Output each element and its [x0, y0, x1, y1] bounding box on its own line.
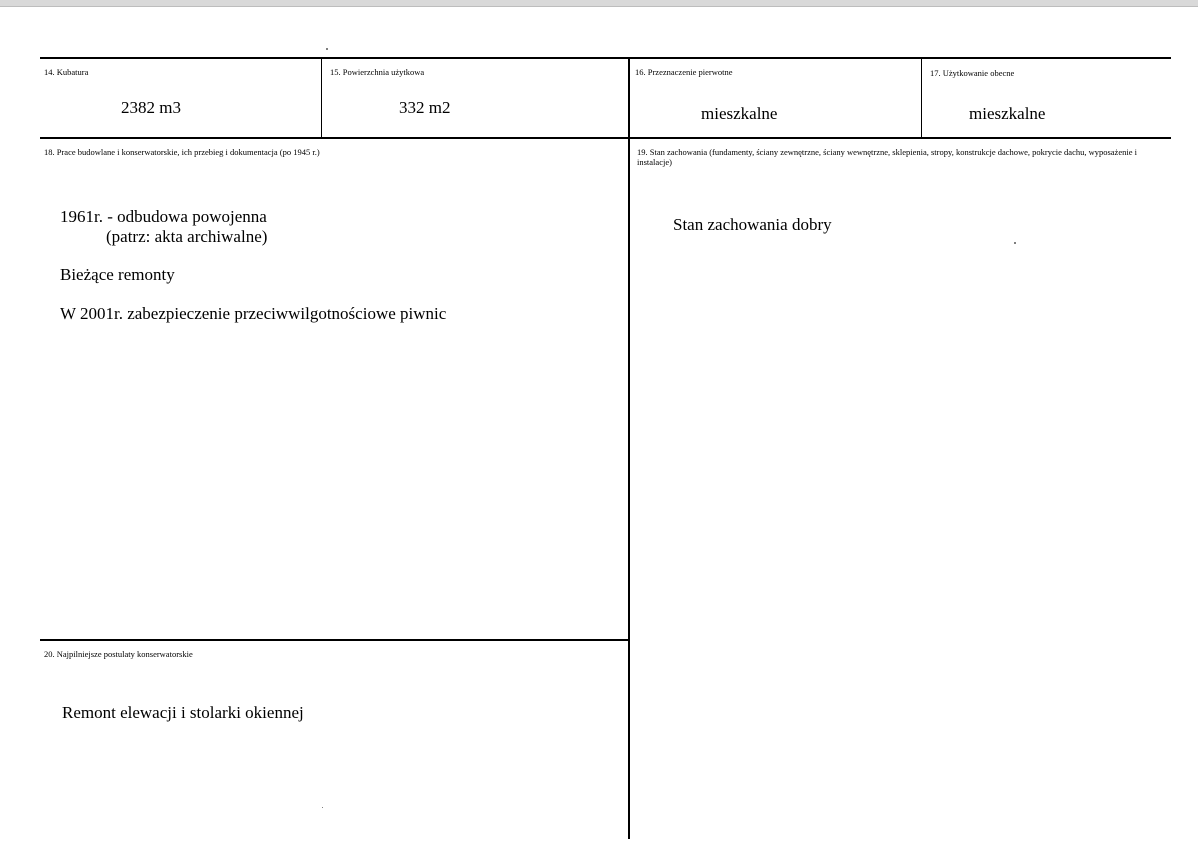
field-20-value: Remont elewacji i stolarki okiennej [62, 703, 304, 722]
field-18-line-4: W 2001r. zabezpieczenie przeciwwilgotnościowe piwnic [60, 304, 447, 323]
field-18-line-1: 1961r. - odbudowa powojenna [60, 207, 267, 226]
field-15-value: 332 m2 [399, 98, 451, 117]
field-14-label: 14. Kubatura [44, 67, 89, 77]
row1-bottom-rule [40, 137, 1171, 139]
field-18-line-2: (patrz: akta archiwalne) [106, 227, 268, 246]
scan-speck [322, 807, 323, 808]
section-18-bottom-rule [40, 639, 629, 641]
field-18-line-3: Bieżące remonty [60, 265, 175, 284]
field-17-value: mieszkalne [969, 104, 1046, 123]
form-top-rule [40, 57, 1171, 59]
field-19-value: Stan zachowania dobry [673, 215, 832, 234]
field-15-label: 15. Powierzchnia użytkowa [330, 67, 425, 77]
field-20-label: 20. Najpilniejsze postulaty konserwatorskie [44, 649, 193, 659]
divider-16-17 [921, 57, 922, 138]
field-19-label: 19. Stan zachowania (fundamenty, ściany zewnętrzne, ściany wewnętrzne, sklepienia, stropy, konstrukcje dachowe, pokrycie dachu, wyposażenie i instalacje) [637, 147, 1137, 167]
field-16-value: mieszkalne [701, 104, 778, 123]
form-sheet [0, 6, 1198, 852]
scan-speck [1014, 242, 1016, 244]
field-18-label: 18. Prace budowlane i konserwatorskie, ich przebieg i dokumentacja (po 1945 r.) [44, 147, 320, 157]
field-16-label: 16. Przeznaczenie pierwotne [635, 67, 733, 77]
divider-main [628, 57, 630, 839]
field-17-label: 17. Użytkowanie obecne [930, 68, 1015, 78]
divider-14-15 [321, 57, 322, 138]
field-14-value: 2382 m3 [121, 98, 181, 117]
scan-speck [326, 48, 328, 50]
